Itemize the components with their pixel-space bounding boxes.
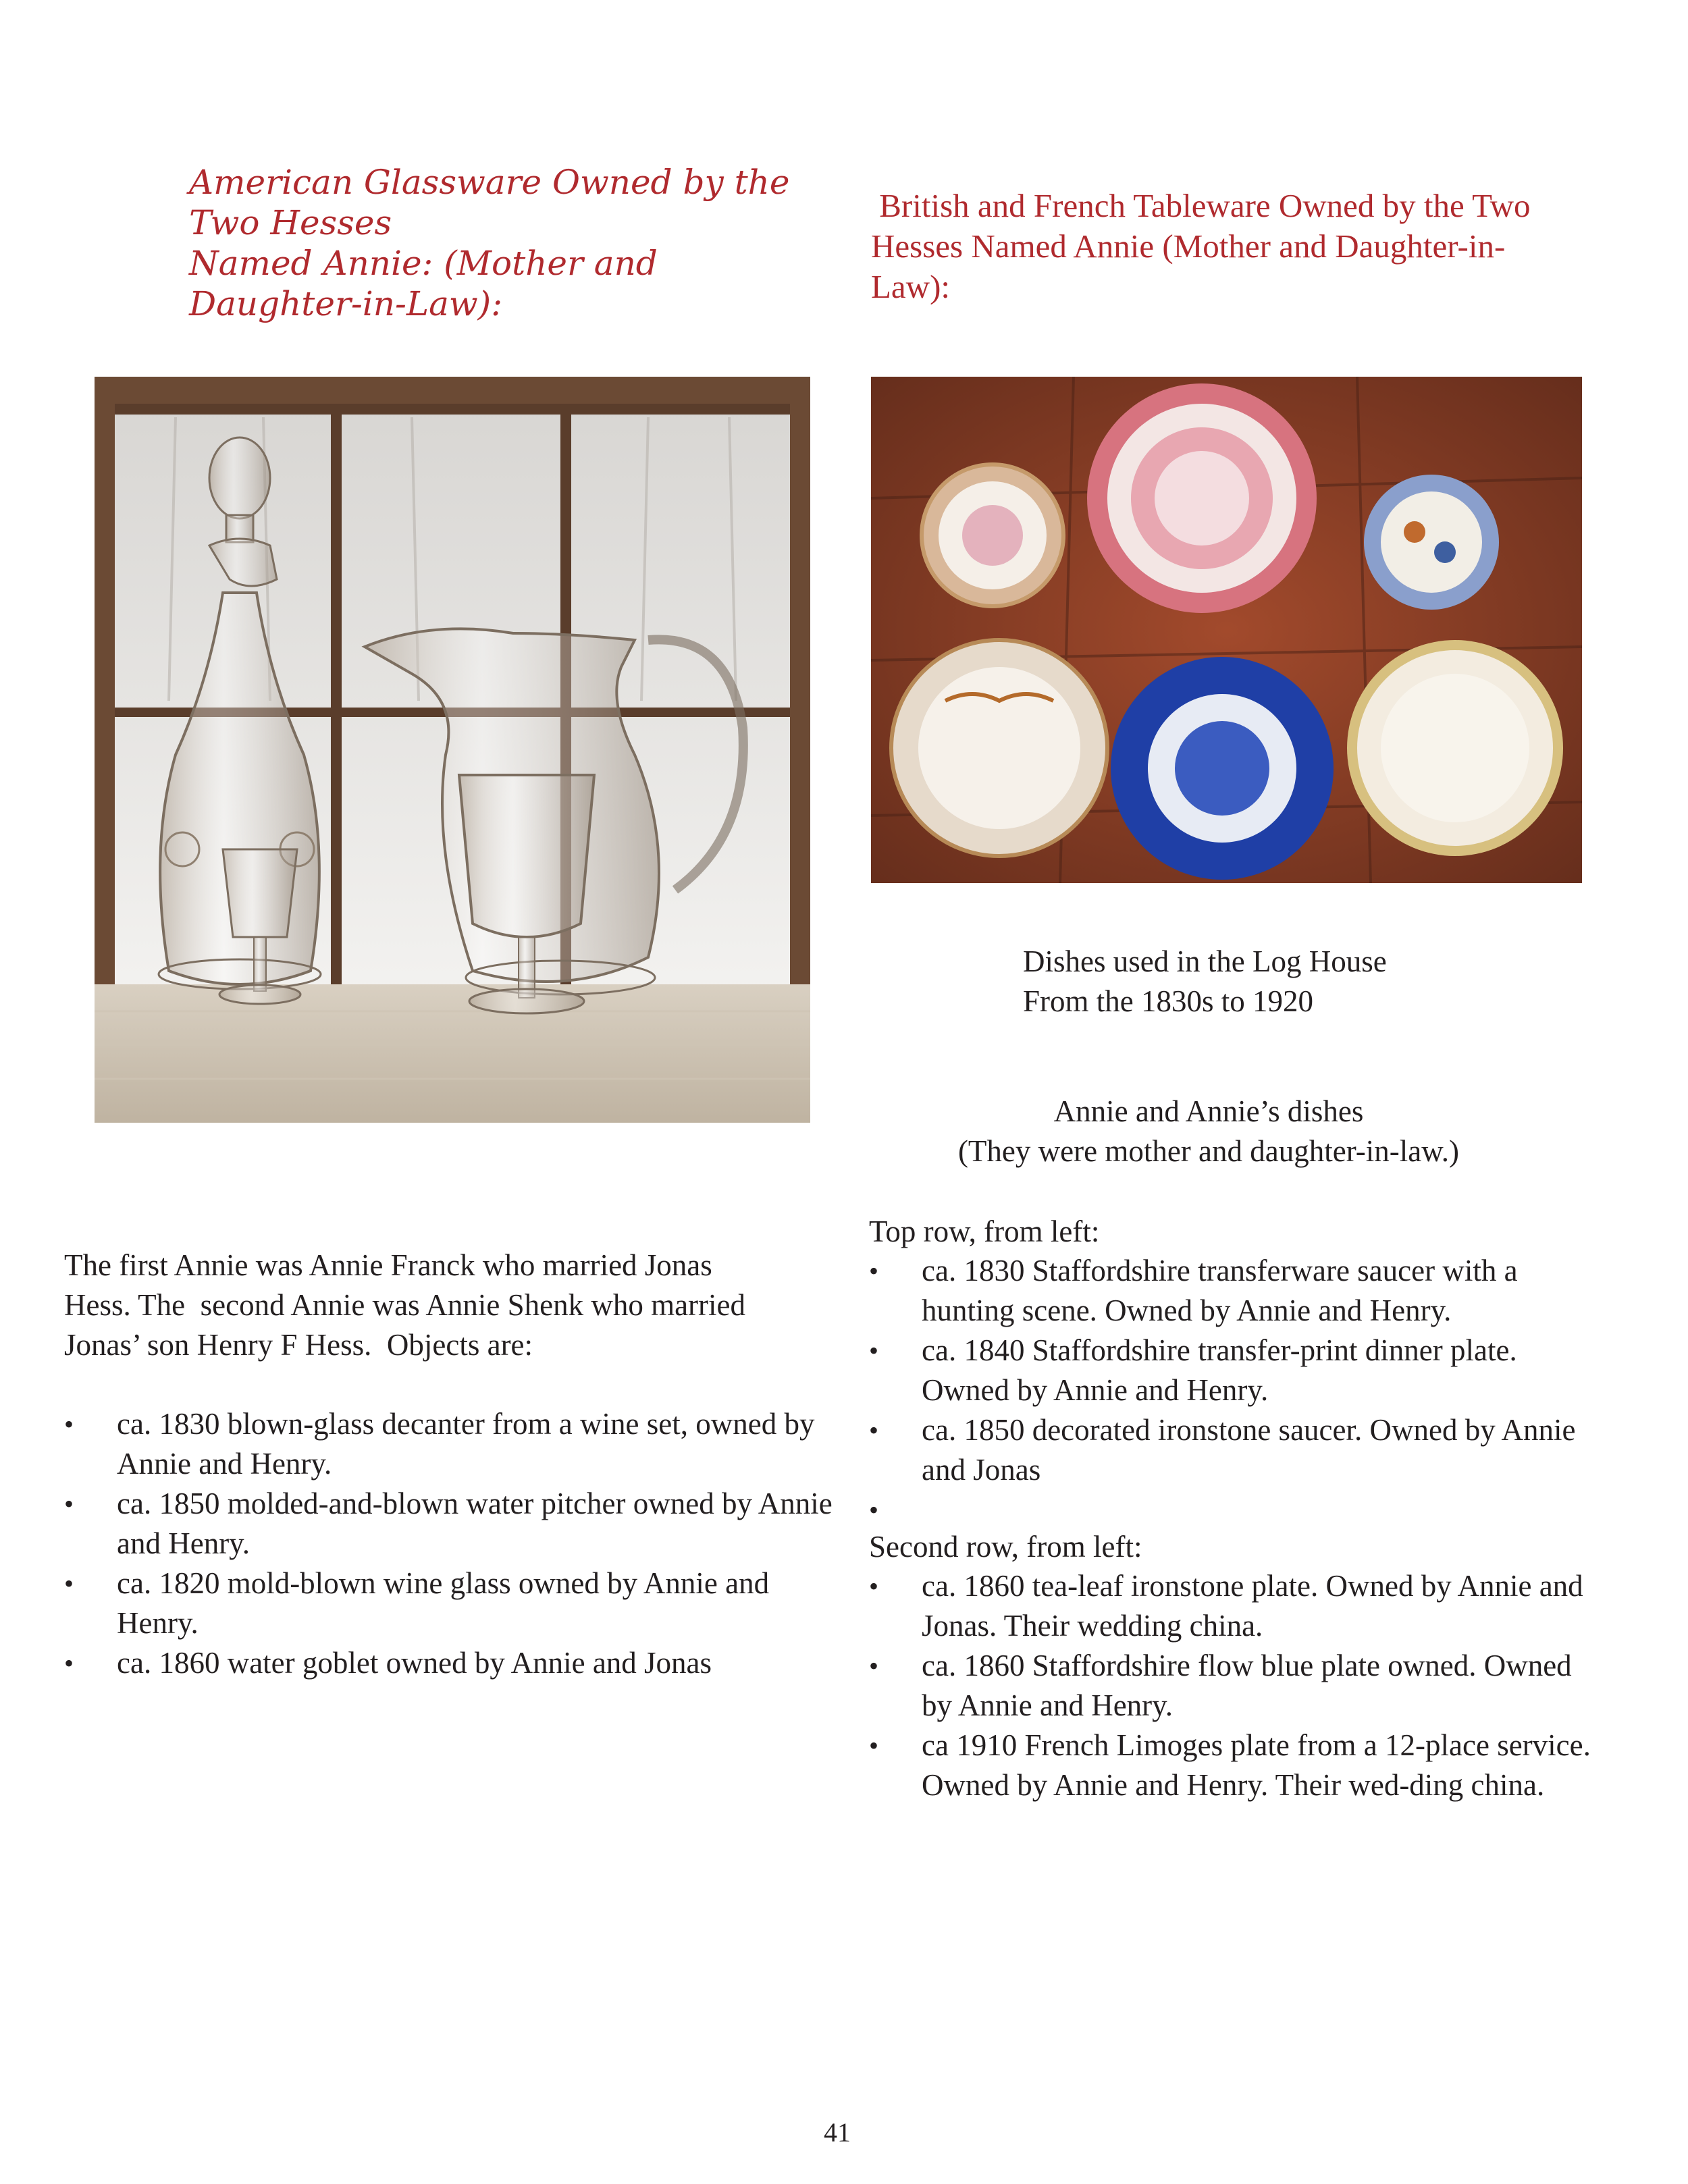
tableware-heading-line1: British and French Tableware Owned by the Two bbox=[871, 187, 1531, 224]
list-item: • ca. 1860 water goblet owned by Annie and Jonas bbox=[64, 1643, 834, 1683]
list-item: • ca. 1840 Staffordshire transfer-print dinner plate. Owned by Annie and Henry. bbox=[869, 1331, 1605, 1410]
list-item: • ca. 1850 molded-and-blown water pitcher owned by Annie and Henry. bbox=[64, 1484, 834, 1564]
intro-line1: The first Annie was Annie Franck who married Jonas bbox=[64, 1248, 712, 1282]
intro-line3: Jonas’ son Henry F Hess. Objects are: bbox=[64, 1328, 533, 1362]
glassware-heading-line1: American Glassware Owned by the Two Hesses bbox=[189, 163, 790, 242]
tableware-heading-line2: Hesses Named Annie (Mother and Daughter-in- bbox=[871, 228, 1506, 265]
glassware-heading bbox=[189, 162, 797, 324]
intro-paragraph bbox=[64, 1246, 827, 1365]
page-number: 41 bbox=[824, 2117, 851, 2148]
list-item: • ca. 1820 mold-blown wine glass owned by Annie and Henry. bbox=[64, 1564, 834, 1643]
top-row-list bbox=[869, 1251, 1605, 1530]
saucer-hunting-scene-illustration bbox=[922, 464, 1063, 606]
annie-caption bbox=[939, 1092, 1479, 1171]
glassware-list bbox=[64, 1404, 834, 1683]
dishes-caption-line1: Dishes used in the Log House bbox=[1023, 944, 1387, 978]
second-row-label: Second row, from left: bbox=[869, 1530, 1142, 1564]
list-item: • ca. 1860 Staffordshire flow blue plate owned. Owned by Annie and Henry. bbox=[869, 1646, 1605, 1726]
top-row-label: Top row, from left: bbox=[869, 1215, 1100, 1248]
flow-blue-plate-illustration bbox=[1111, 657, 1334, 880]
glassware-heading-line2: Named Annie: (Mother and Daughter-in-Law): bbox=[189, 244, 658, 323]
second-row-list bbox=[869, 1566, 1605, 1805]
annie-caption-line2: (They were mother and daughter-in-law.) bbox=[957, 1134, 1460, 1168]
tableware-heading-line3: Law): bbox=[871, 268, 950, 305]
list-item: • ca. 1830 blown-glass decanter from a wine set, owned by Annie and Henry. bbox=[64, 1404, 834, 1484]
dishes-caption bbox=[1023, 942, 1387, 1021]
tableware-heading bbox=[871, 186, 1566, 307]
tea-leaf-plate-illustration bbox=[891, 640, 1107, 856]
glassware-illustration bbox=[95, 377, 810, 1123]
tableware-photo bbox=[871, 377, 1582, 883]
list-item: • ca. 1850 decorated ironstone saucer. Owned by Annie and Jonas bbox=[869, 1410, 1605, 1490]
list-item: • ca. 1830 Staffordshire transferware saucer with a hunting scene. Owned by Annie and Henry. bbox=[869, 1251, 1605, 1331]
intro-line2: Hess. The second Annie was Annie Shenk who married bbox=[64, 1288, 745, 1322]
list-item: • ca. 1860 tea-leaf ironstone plate. Owned by Annie and Jonas. Their wedding china. bbox=[869, 1566, 1605, 1646]
list-item bbox=[869, 1490, 1605, 1530]
glassware-photo bbox=[95, 377, 810, 1123]
transfer-print-plate-illustration bbox=[1087, 383, 1317, 613]
annie-caption-line1: Annie and Annie’s dishes bbox=[1053, 1094, 1364, 1128]
tableware-illustration bbox=[871, 377, 1582, 883]
ironstone-saucer-illustration bbox=[1364, 475, 1499, 610]
limoges-plate-illustration bbox=[1347, 640, 1563, 856]
dishes-caption-line2: From the 1830s to 1920 bbox=[1023, 984, 1314, 1018]
list-item: • ca 1910 French Limoges plate from a 12-place service. Owned by Annie and Henry. Their wed-ding china. bbox=[869, 1726, 1605, 1805]
